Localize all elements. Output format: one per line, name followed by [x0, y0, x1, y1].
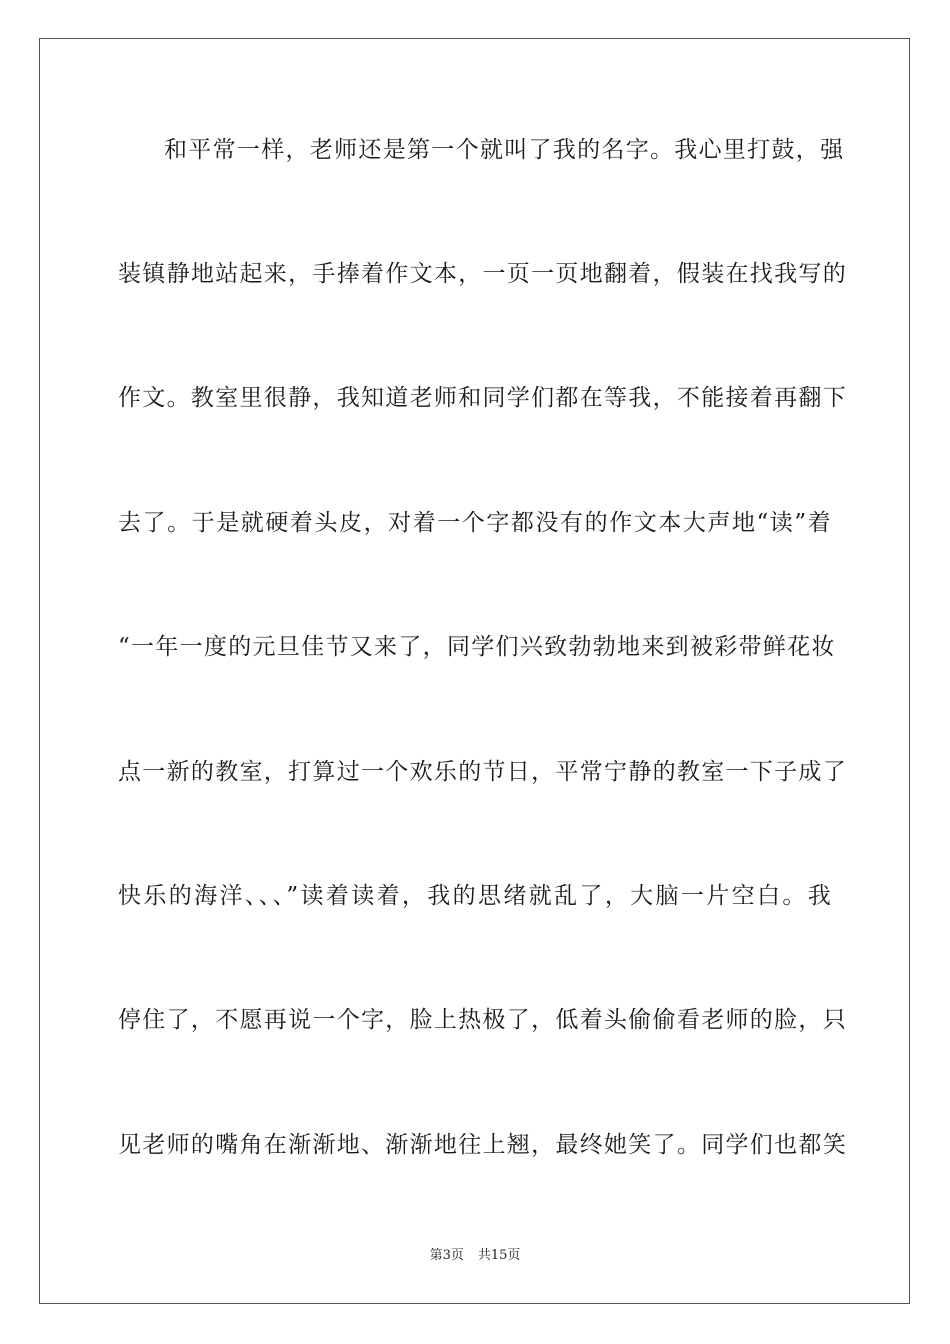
- text-line: 见老师的嘴角在渐渐地、渐渐地往上翘，最终她笑了。同学们也都笑: [118, 1132, 847, 1158]
- text-line: 作文。教室里很静，我知道老师和同学们都在等我，不能接着再翻下: [118, 385, 847, 411]
- text-line: 快乐的海洋、、、”读着读着，我的思绪就乱了，大脑一片空白。我: [118, 883, 832, 909]
- text-line: 去了。于是就硬着头皮，对着一个字都没有的作文本大声地“读”着: [118, 510, 832, 536]
- page-number: 第3页: [429, 1248, 464, 1263]
- page-footer: [0, 1247, 950, 1265]
- text-line: 停住了，不愿再说一个字，脸上热极了，低着头偷偷看老师的脸，只: [118, 1007, 847, 1033]
- text-line: “一年一度的元旦佳节又来了，同学们兴致勃勃地来到被彩带鲜花妆: [118, 634, 836, 660]
- page-total: 共15页: [477, 1248, 521, 1263]
- text-line: 点一新的教室，打算过一个欢乐的节日，平常宁静的教室一下子成了: [118, 759, 847, 785]
- text-line: 装镇静地站起来，手捧着作文本，一页一页地翻着，假装在找我写的: [118, 261, 847, 287]
- page-frame: [39, 38, 910, 1304]
- text-line: 和平常一样，老师还是第一个就叫了我的名字。我心里打鼓，强: [164, 137, 845, 163]
